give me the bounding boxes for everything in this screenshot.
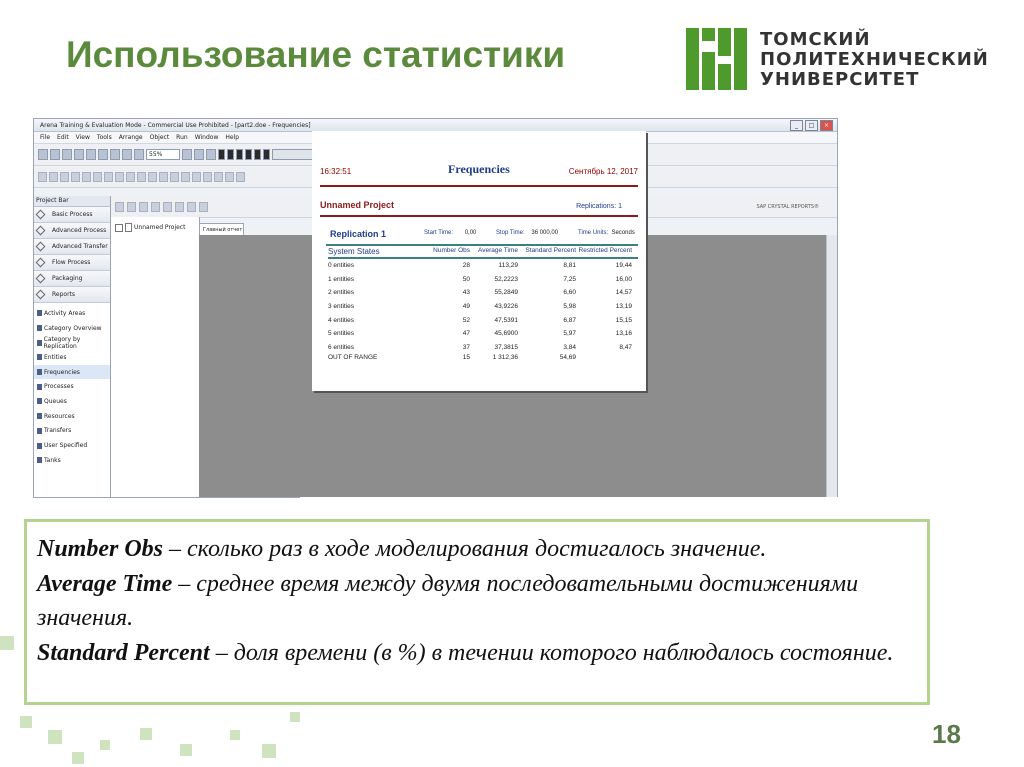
- report-activity-areas[interactable]: [34, 306, 110, 321]
- cell: 52: [462, 316, 470, 324]
- decor-square: [0, 636, 14, 650]
- panel-icon: [36, 210, 46, 220]
- submodel-icon[interactable]: [194, 149, 204, 160]
- cell: 52,2223: [494, 275, 518, 283]
- arc-icon[interactable]: [60, 172, 69, 182]
- cell: 47,5391: [494, 316, 518, 324]
- cell: 37,3815: [494, 343, 518, 351]
- export-icon[interactable]: [115, 202, 124, 212]
- cell: 3,84: [563, 343, 576, 351]
- cell: 3 entities: [328, 303, 355, 311]
- start-time-label: Start Time:: [424, 230, 454, 236]
- panel-label: Basic Process: [52, 211, 93, 218]
- report-user-specified[interactable]: [34, 438, 110, 453]
- report-icon: [37, 428, 42, 434]
- stop-time: [496, 230, 558, 236]
- report-processes[interactable]: [34, 379, 110, 394]
- step-icon[interactable]: [227, 149, 234, 160]
- panel-basic-process[interactable]: [34, 207, 110, 223]
- copy-icon[interactable]: [98, 149, 108, 160]
- project-bar-header: Project Bar: [34, 196, 110, 207]
- first-page-icon[interactable]: [163, 202, 172, 212]
- line-icon[interactable]: [38, 172, 47, 182]
- menu-arrange[interactable]: Arrange: [118, 134, 143, 141]
- frequencies-table: [328, 247, 638, 362]
- definitions-box: [24, 519, 930, 705]
- line-width-icon[interactable]: [159, 172, 168, 182]
- report-title: Frequencies: [448, 162, 510, 176]
- report-label: Frequencies: [44, 368, 80, 376]
- tree-item-unnamed-project[interactable]: [115, 223, 185, 232]
- cell: 6 entities: [328, 343, 355, 351]
- report-label: Tanks: [44, 456, 61, 464]
- cell: 8,81: [563, 262, 576, 270]
- arrow-style-icon[interactable]: [181, 172, 190, 182]
- menu-window[interactable]: Window: [194, 134, 219, 141]
- screenshot-crop-mask: [300, 497, 860, 517]
- tpu-logo-mark: [686, 28, 748, 90]
- page-number: 18: [932, 719, 961, 749]
- university-logo: [686, 28, 1006, 94]
- definition-text: – доля времени (в %) в течении которого наблюдалось состояние.: [209, 639, 894, 666]
- panel-icon: [36, 274, 46, 284]
- cell: 5 entities: [328, 330, 355, 338]
- page-icon: [125, 223, 132, 232]
- cell: 6,87: [563, 316, 576, 324]
- panel-packaging[interactable]: [34, 271, 110, 287]
- term: Number Obs: [37, 536, 164, 562]
- report-label: Activity Areas: [44, 309, 86, 317]
- cell: 1 entities: [328, 275, 355, 283]
- line-style-icon[interactable]: [170, 172, 179, 182]
- report-icon: [37, 457, 42, 463]
- table-row: [328, 300, 638, 314]
- text-icon[interactable]: [115, 172, 124, 182]
- zoom-select[interactable]: 55%: [146, 149, 180, 160]
- print-report-icon[interactable]: [127, 202, 136, 212]
- logo-line-2: ПОЛИТЕХНИЧЕСКИЙ: [760, 49, 989, 70]
- panel-flow-process[interactable]: [34, 255, 110, 271]
- report-category-overview[interactable]: [34, 321, 110, 336]
- table-header: [328, 247, 638, 259]
- maximize-button[interactable]: □: [805, 120, 818, 131]
- report-resources[interactable]: [34, 409, 110, 424]
- report-label: Category Overview: [44, 324, 102, 332]
- panel-label: Advanced Transfer: [52, 243, 108, 250]
- report-label: Category by Replication: [43, 335, 81, 350]
- cell: 15: [462, 354, 470, 362]
- col-average-time: Average Time: [478, 247, 518, 254]
- report-icon: [37, 340, 42, 346]
- window-title: Arena Training & Evaluation Mode - Commercial Use Prohibited - [part2.doe - Frequencies]: [40, 121, 311, 129]
- definition-standard-percent: [37, 636, 917, 671]
- logo-text: [760, 30, 989, 90]
- report-label: Queues: [44, 397, 67, 405]
- toggle-tree-icon[interactable]: [151, 202, 160, 212]
- fill-pattern-icon[interactable]: [192, 172, 201, 182]
- report-frequencies[interactable]: [34, 365, 110, 380]
- cell: 50: [462, 275, 470, 283]
- animation-speed-slider[interactable]: [272, 149, 314, 160]
- report-tanks[interactable]: [34, 453, 110, 468]
- report-icon: [37, 384, 42, 390]
- run-setup-icon[interactable]: [206, 149, 216, 160]
- cell: 16,00: [615, 275, 632, 283]
- panel-icon: [36, 258, 46, 268]
- report-label: Transfers: [44, 427, 72, 435]
- col-standard-percent: Standard Percent: [525, 247, 576, 254]
- menu-view[interactable]: View: [75, 134, 90, 141]
- menu-file[interactable]: File: [40, 134, 51, 141]
- fast-forward-icon[interactable]: [236, 149, 243, 160]
- definition-average-time: [37, 567, 917, 636]
- new-icon[interactable]: [38, 149, 48, 160]
- logo-line-1: ТОМСКИЙ: [760, 29, 871, 50]
- cell: 43: [462, 289, 470, 297]
- fill-color-icon[interactable]: [137, 172, 146, 182]
- cell: 14,57: [615, 289, 632, 297]
- project-header: [320, 199, 638, 217]
- cell: 8,47: [619, 343, 632, 351]
- replication-header: [326, 227, 638, 246]
- grid-icon[interactable]: [203, 172, 212, 182]
- cell: 1 312,36: [492, 354, 518, 362]
- window-controls: [790, 120, 833, 131]
- definition-text: – сколько раз в ходе моделирования достигалось значение.: [163, 536, 767, 562]
- end-icon[interactable]: [263, 149, 270, 160]
- report-page: [312, 131, 646, 391]
- refresh-icon[interactable]: [139, 202, 148, 212]
- term: Average Time: [37, 570, 173, 597]
- align-icon[interactable]: [225, 172, 234, 182]
- layers-icon[interactable]: [182, 149, 192, 160]
- redo-icon[interactable]: [134, 149, 144, 160]
- crystal-reports-label: SAP CRYSTAL REPORTS®: [756, 204, 819, 210]
- cell: 2 entities: [328, 289, 355, 297]
- cell: 13,16: [615, 330, 632, 338]
- menu-object[interactable]: Object: [149, 134, 170, 141]
- panel-icon: [36, 226, 46, 236]
- report-list: [34, 303, 110, 468]
- pause-icon[interactable]: [245, 149, 252, 160]
- decor-square: [262, 744, 276, 758]
- stop-time-value: 36 000,00: [531, 230, 559, 236]
- project-bar: [34, 196, 111, 497]
- slide-title: Использование статистики: [66, 34, 566, 75]
- cell: 47: [462, 330, 470, 338]
- decor-square: [290, 712, 300, 722]
- report-icon: [37, 398, 42, 404]
- start-time-value: 0,00: [464, 230, 477, 236]
- undo-icon[interactable]: [122, 149, 132, 160]
- close-button[interactable]: ×: [820, 120, 833, 131]
- menu-run[interactable]: Run: [176, 134, 188, 141]
- time-units-label: Time Units:: [578, 230, 609, 236]
- group-icon[interactable]: [236, 172, 245, 182]
- cell: 55,2849: [494, 289, 518, 297]
- time-units-value: Seconds: [611, 230, 635, 236]
- report-label: User Specified: [44, 442, 88, 450]
- print-icon[interactable]: [74, 149, 84, 160]
- polyline-icon[interactable]: [49, 172, 58, 182]
- cell: 19,44: [615, 262, 632, 270]
- term: Standard Percent: [37, 639, 210, 666]
- panel-label: Reports: [52, 291, 76, 298]
- panel-advanced-transfer[interactable]: [34, 239, 110, 255]
- box-icon[interactable]: [82, 172, 91, 182]
- decor-square: [20, 716, 32, 728]
- table-row: [328, 273, 638, 287]
- cell: 37: [462, 343, 470, 351]
- menu-help[interactable]: Help: [225, 134, 240, 141]
- line-color-icon[interactable]: [126, 172, 135, 182]
- decor-square: [230, 730, 240, 740]
- paste-icon[interactable]: [110, 149, 120, 160]
- time-units: [578, 230, 635, 236]
- cell: 54,69: [559, 354, 576, 362]
- report-date: Сентябрь 12, 2017: [568, 167, 638, 176]
- col-restricted-percent: Restricted Percent: [578, 247, 632, 254]
- project-name: Unnamed Project: [320, 200, 395, 210]
- panel-reports[interactable]: [34, 287, 110, 303]
- cell: 7,25: [563, 275, 576, 283]
- cell: 43,9226: [494, 303, 518, 311]
- table-row: [328, 341, 638, 355]
- save-icon[interactable]: [62, 149, 72, 160]
- go-icon[interactable]: [218, 149, 225, 160]
- ellipse-icon[interactable]: [104, 172, 113, 182]
- open-icon[interactable]: [50, 149, 60, 160]
- vertical-scrollbar[interactable]: [826, 235, 837, 497]
- report-label: Resources: [44, 412, 75, 420]
- cell: 0 entities: [328, 262, 355, 270]
- menu-tools[interactable]: Tools: [96, 134, 112, 141]
- cell: 5,97: [563, 330, 576, 338]
- table-row: [328, 259, 638, 273]
- cell: 45,6900: [494, 330, 518, 338]
- report-time: 16:32:51: [320, 167, 352, 176]
- definition-text: – среднее время между двумя последовательными достижениями значения.: [37, 570, 859, 632]
- report-icon: [37, 443, 42, 449]
- start-time: [424, 230, 476, 236]
- divider: [320, 185, 638, 187]
- col-system-states: System States: [328, 247, 380, 256]
- cell: 13,19: [615, 303, 632, 311]
- cell: 5,98: [563, 303, 576, 311]
- next-page-icon[interactable]: [187, 202, 196, 212]
- menu-edit[interactable]: Edit: [57, 134, 69, 141]
- panel-advanced-process[interactable]: [34, 223, 110, 239]
- polygon-icon[interactable]: [93, 172, 102, 182]
- replications-caption: Replications:: [576, 203, 617, 210]
- viewer-buttons: [115, 202, 208, 212]
- decor-square: [180, 744, 192, 756]
- replication-name: Replication 1: [330, 229, 387, 239]
- panel-icon: [36, 242, 46, 252]
- cell: 49: [462, 303, 470, 311]
- bezier-icon[interactable]: [71, 172, 80, 182]
- decor-square: [140, 728, 152, 740]
- col-number-obs: Number Obs: [433, 247, 470, 254]
- cell: 28: [462, 262, 470, 270]
- report-label: Entities: [44, 353, 67, 361]
- decor-square: [72, 752, 84, 764]
- logo-line-3: УНИВЕРСИТЕТ: [760, 69, 920, 90]
- table-row: [328, 313, 638, 327]
- tab-main-report[interactable]: Главный отчет: [199, 223, 244, 236]
- report-entities[interactable]: [34, 350, 110, 365]
- minimize-button[interactable]: _: [790, 120, 803, 131]
- tree-label: Unnamed Project: [134, 224, 186, 231]
- report-category-by-replication[interactable]: [34, 335, 110, 350]
- decor-square: [100, 740, 110, 750]
- replications-value: 1: [618, 203, 622, 210]
- snap-icon[interactable]: [214, 172, 223, 182]
- report-icon: [37, 310, 42, 316]
- text-color-icon[interactable]: [148, 172, 157, 182]
- panel-icon: [36, 290, 46, 300]
- report-queues[interactable]: [34, 394, 110, 409]
- cell: 15,15: [615, 316, 632, 324]
- panel-label: Packaging: [52, 275, 83, 282]
- cell: 4 entities: [328, 316, 355, 324]
- report-icon: [37, 354, 42, 360]
- panel-label: Flow Process: [52, 259, 91, 266]
- report-icon: [37, 325, 42, 331]
- expand-icon[interactable]: [115, 224, 123, 232]
- cell: 6,60: [563, 289, 576, 297]
- cell: OUT OF RANGE: [328, 354, 378, 362]
- prev-page-icon[interactable]: [175, 202, 184, 212]
- cut-icon[interactable]: [86, 149, 96, 160]
- report-icon: [37, 413, 42, 419]
- definition-number-obs: [37, 532, 917, 567]
- start-over-icon[interactable]: [254, 149, 261, 160]
- table-row: [328, 327, 638, 341]
- table-row: [328, 286, 638, 300]
- replications-label: [576, 203, 622, 210]
- cell: 113,29: [498, 262, 518, 270]
- report-icon: [37, 369, 42, 375]
- report-transfers[interactable]: [34, 424, 110, 439]
- panel-label: Advanced Process: [52, 227, 107, 234]
- decor-square: [48, 730, 62, 744]
- report-label: Processes: [44, 383, 74, 391]
- group-tree: [111, 217, 200, 497]
- stop-time-label: Stop Time:: [496, 230, 525, 236]
- table-row: [328, 354, 638, 362]
- last-page-icon[interactable]: [199, 202, 208, 212]
